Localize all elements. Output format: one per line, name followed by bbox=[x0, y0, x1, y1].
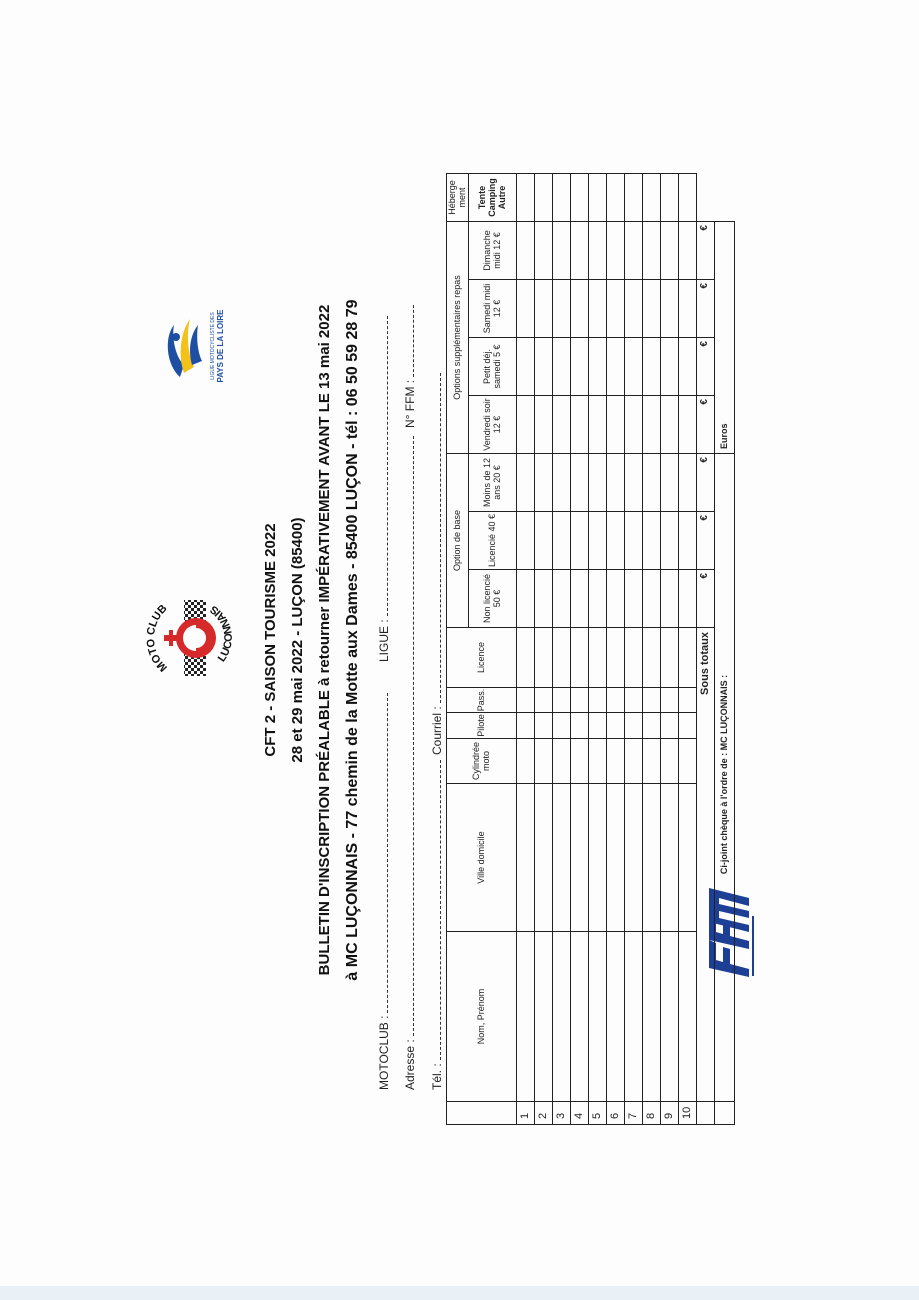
motoclub-label: MOTOCLUB : bbox=[377, 1015, 391, 1090]
mc-logo-top-text: MOTO CLUB bbox=[144, 602, 170, 674]
header-moins-12: Moins de 12 ans 20 € bbox=[468, 454, 516, 512]
moto-club-luconnais-logo bbox=[140, 578, 252, 698]
subtotal-vendredi[interactable]: € bbox=[696, 396, 714, 454]
subtotal-petit-dej[interactable]: € bbox=[696, 338, 714, 396]
row-number: 1 bbox=[516, 1102, 534, 1125]
row-number: 5 bbox=[588, 1102, 606, 1125]
title-line-4: à MC LUÇONNAIS - 77 chemin de la Motte aux Dames - 85400 LUÇON - tél : 06 50 59 28 79 bbox=[344, 299, 361, 981]
registration-table bbox=[446, 173, 735, 1125]
courriel-field[interactable] bbox=[430, 373, 444, 755]
header-dimanche: Dimanche midi 12 € bbox=[468, 222, 516, 280]
subtotal-dimanche[interactable]: € bbox=[696, 222, 714, 280]
tel-field[interactable] bbox=[430, 760, 444, 1090]
title-line-1: CFT 2 - SAISON TOURISME 2022 bbox=[262, 523, 279, 757]
table-row bbox=[642, 174, 660, 1125]
mc-logo-bottom-text: LUCONNAIS bbox=[208, 602, 235, 665]
title-line-3: BULLETIN D'INSCRIPTION PRÉALABLE à retourner IMPÉRATIVEMENT AVANT LE 13 mai 2022 bbox=[316, 304, 333, 976]
row-number: 7 bbox=[624, 1102, 642, 1125]
header-pass: Pass. bbox=[447, 688, 517, 713]
header-pilote: Pilote bbox=[447, 713, 517, 739]
header-petit-dej: Petit déj. samedi 5 € bbox=[468, 338, 516, 396]
ligue-pays-de-la-loire-logo bbox=[162, 297, 226, 395]
row-number: 10 bbox=[678, 1102, 696, 1125]
row-number: 8 bbox=[642, 1102, 660, 1125]
header-hebergement: Héberge ment bbox=[447, 174, 469, 222]
header-licence: Licence bbox=[447, 628, 517, 688]
motoclub-field[interactable] bbox=[377, 693, 391, 1090]
adresse-label: Adresse : bbox=[403, 1039, 417, 1090]
subtotal-moins-12[interactable]: € bbox=[696, 454, 714, 512]
table-row bbox=[588, 174, 606, 1125]
row-number: 4 bbox=[570, 1102, 588, 1125]
table-row bbox=[606, 174, 624, 1125]
header-non-licencie: Non licencié 50 € bbox=[468, 570, 516, 628]
pdl-logo-line1: LIGUE MOTOCYCLISTE DES bbox=[210, 312, 216, 380]
subtotal-licencie[interactable]: € bbox=[696, 512, 714, 570]
title-line-2: 28 et 29 mai 2022 - LUÇON (85400) bbox=[289, 517, 306, 763]
table-row bbox=[552, 174, 570, 1125]
header-options-repas: Options supplémentaires repas bbox=[447, 222, 469, 454]
tel-label: Tél. : bbox=[430, 1063, 444, 1090]
adresse-field[interactable] bbox=[403, 436, 417, 1090]
table-row bbox=[534, 174, 552, 1125]
header-samedi: Samedi midi 12 € bbox=[468, 280, 516, 338]
cheque-label: Ci-joint chèque à l'ordre de : MC LUÇONNAIS : bbox=[714, 454, 734, 1102]
table-row bbox=[624, 174, 642, 1125]
header-vendredi: Vendredi soir 12 € bbox=[468, 396, 516, 454]
header-nom-prenom: Nom, Prénom bbox=[447, 932, 517, 1102]
row-number: 3 bbox=[552, 1102, 570, 1125]
header-row-1 bbox=[447, 174, 469, 1125]
table-row bbox=[570, 174, 588, 1125]
courriel-label: Courriel : bbox=[430, 706, 444, 755]
header-ville: Ville domicile bbox=[447, 784, 517, 932]
sous-totaux-label: Sous totaux bbox=[696, 628, 714, 1102]
header-row-number bbox=[447, 1102, 517, 1125]
header-licencie: Licencié 40 € bbox=[468, 512, 516, 570]
subtotal-non-licencie[interactable]: € bbox=[696, 570, 714, 628]
euros-total-field[interactable]: Euros bbox=[714, 222, 734, 454]
pdl-logo-line2: PAYS DE LA LOIRE bbox=[216, 309, 225, 383]
nffm-field[interactable] bbox=[403, 305, 417, 428]
header-option-base: Option de base bbox=[447, 454, 469, 628]
header-cylindree: Cylindrée moto bbox=[447, 739, 517, 784]
subtotal-samedi[interactable]: € bbox=[696, 280, 714, 338]
table-row bbox=[678, 174, 696, 1125]
row-number: 2 bbox=[534, 1102, 552, 1125]
row-number: 6 bbox=[606, 1102, 624, 1125]
table-row bbox=[660, 174, 678, 1125]
row-number: 9 bbox=[660, 1102, 678, 1125]
ligue-label: LIGUE : bbox=[377, 619, 391, 662]
subtotal-row bbox=[696, 174, 714, 1125]
cheque-row bbox=[714, 174, 734, 1125]
ligue-field[interactable] bbox=[377, 316, 391, 662]
header-heb-options: Tente Camping Autre bbox=[468, 174, 516, 222]
table-row bbox=[516, 174, 534, 1125]
nffm-label: N° FFM : bbox=[403, 379, 417, 428]
